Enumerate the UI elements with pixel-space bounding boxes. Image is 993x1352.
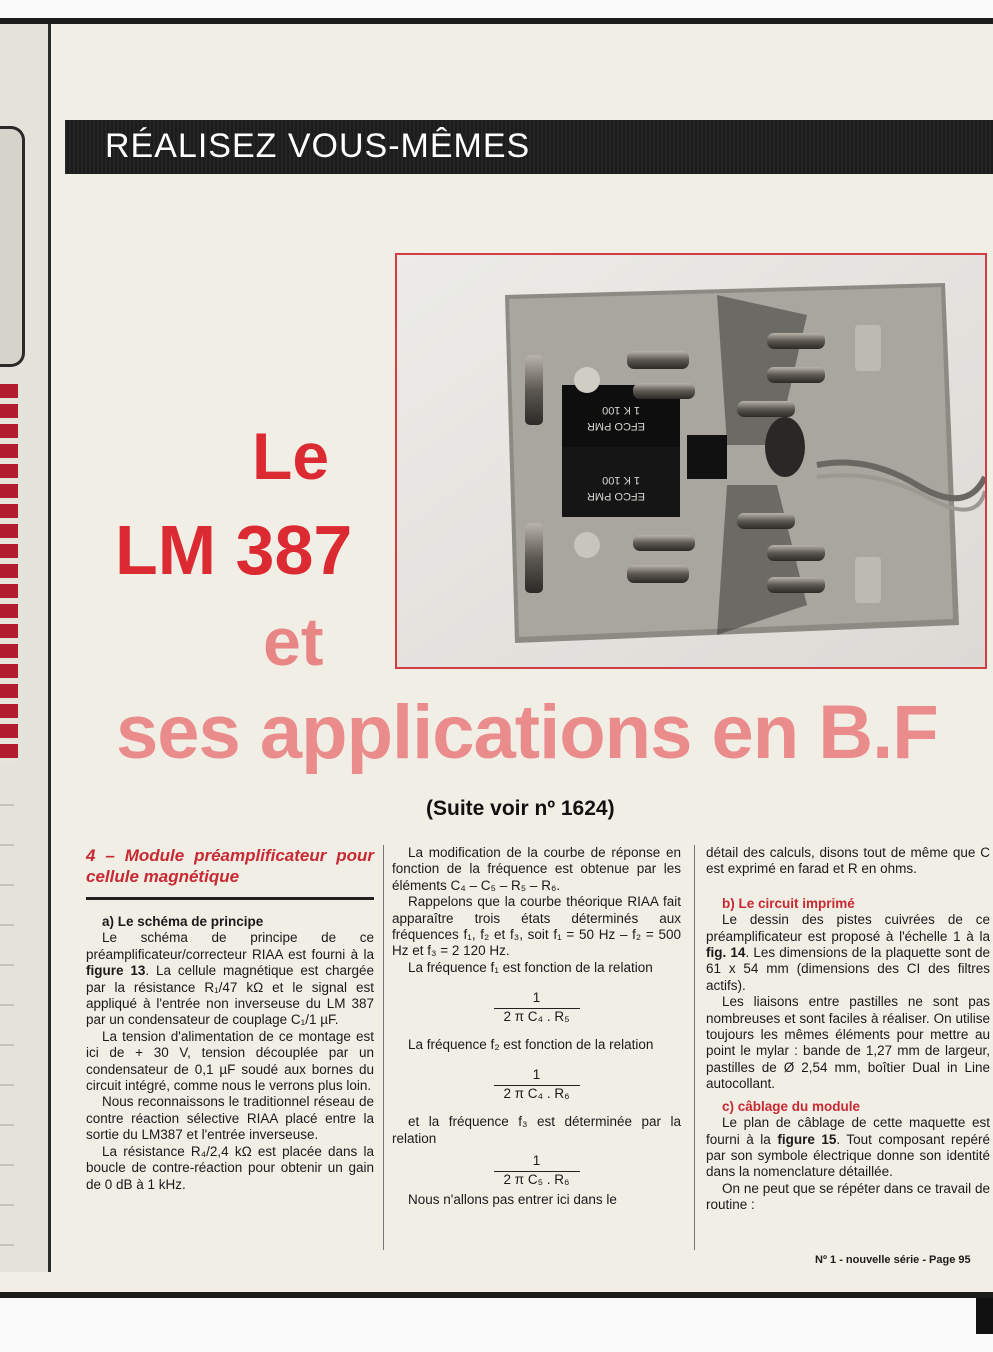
paragraph: Nous reconnaissons le traditionnel réseau de contre réaction sélective RIAA placé entre la sortie du LM387 et l'entrée inverseuse. [86, 1094, 374, 1143]
column-rule-2 [694, 845, 695, 1250]
paragraph [706, 1115, 990, 1181]
section-heading: 4 – Module préamplificateur pour cellule magnétique [86, 846, 374, 886]
banner-title: RÉALISEZ VOUS-MÊMES [105, 127, 531, 165]
formula-denominator: 2 π C₄ . R₅ [503, 1008, 570, 1024]
page-footer: Nº 1 - nouvelle série - Page 95 [815, 1254, 971, 1266]
title-et: et [263, 604, 324, 680]
formula-f1 [392, 990, 681, 1025]
resistor-7 [737, 401, 795, 417]
column-1 [86, 845, 374, 1193]
formula-numerator: 1 [494, 1067, 580, 1085]
subheading-a: a) Le schéma de principe [102, 914, 264, 929]
column-rule-1 [383, 845, 384, 1250]
formula-numerator: 1 [494, 1153, 580, 1171]
paragraph: Rappelons que la courbe théorique RIAA fait apparaître trois états déterminés aux fréquences f₁, f₂ et f₃, soit f₁ = 50 Hz – f₂ = 500 Hz et f₃ = 2 120 Hz. [392, 894, 681, 959]
title-le: Le [252, 419, 330, 493]
chip1-label-line2: 1 K 100 [602, 404, 640, 416]
trimmer-2 [855, 557, 881, 603]
circuit-board-photo [395, 253, 987, 669]
formula-denominator: 2 π C₅ . R₆ [503, 1171, 570, 1187]
paragraph: On ne peut que se répéter dans ce travail de routine : [706, 1180, 990, 1213]
trimmer-1 [855, 325, 881, 371]
resistor-5 [767, 333, 825, 349]
resistor-vertical-2 [525, 523, 543, 593]
paragraph [706, 912, 990, 994]
paragraph: La tension d'alimentation de ce montage est ici de + 30 V, tension découplée par un condensateur de 0,1 µF soudé aux bornes du circuit intégré, comme nous le verrons plus loin. [86, 1028, 374, 1094]
bead-2 [574, 532, 600, 558]
paragraph-text: . Les dimensions de la plaquette sont de 61 x 54 mm (dimensions des CI des filtres actifs). [706, 945, 990, 993]
paragraph-text: Le plan de câblage de cette maquette est fourni à la [706, 1115, 990, 1147]
formula-numerator: 1 [494, 990, 580, 1008]
binder-edge [0, 24, 51, 1272]
paragraph-text: Le dessin des pistes cuivrées de ce préamplificateur est proposé à l'échelle 1 à la [706, 912, 990, 944]
pcb-illustration [397, 255, 985, 667]
binder-marks [0, 804, 14, 1254]
paragraph: Nous n'allons pas entrer ici dans le [408, 1191, 617, 1207]
column-3 [706, 845, 990, 1214]
title-lm387: LM 387 [115, 511, 353, 589]
paragraph-text: . La cellule magnétique est chargée par la résistance R₁/47 kΩ et le signal est appliqué à l'entrée non inverseuse du LM 387 par un condensateur de couplage C₁/1 µF. [86, 963, 374, 1028]
binder-tab [0, 126, 25, 367]
paragraph: La fréquence f₁ est fonction de la relation [408, 959, 653, 975]
electrolytic-capacitor [765, 417, 805, 477]
resistor-vertical-1 [525, 355, 543, 425]
paragraph: La fréquence f₂ est fonction de la relation [408, 1037, 654, 1053]
bottom-corner-block [976, 1298, 993, 1334]
binder-color-marks [0, 384, 18, 764]
resistor-8 [737, 513, 795, 529]
suite-note: (Suite voir nº 1624) [426, 797, 615, 820]
figure-reference: figure 13 [86, 963, 146, 979]
paragraph: et la fréquence f₃ est déterminée par la relation [392, 1114, 681, 1146]
lm387-chip [687, 435, 727, 479]
column-2 [392, 845, 681, 1208]
resistor-6 [767, 367, 825, 383]
resistor-1 [627, 351, 689, 369]
bead-1 [574, 367, 600, 393]
paragraph-text: Le schéma de principe de ce préamplificateur/correcteur RIAA est fourni à la [86, 930, 374, 962]
page-bottom-margin [0, 1298, 993, 1352]
resistor-3 [633, 535, 695, 551]
formula-f3 [392, 1153, 681, 1188]
resistor-4 [627, 565, 689, 583]
resistor-10 [767, 577, 825, 593]
title-applications: ses applications en B.F [116, 690, 938, 775]
subheading-b: b) Le circuit imprimé [722, 895, 855, 911]
chip2-label-line1: EFCO PMR [586, 490, 645, 502]
formula-denominator: 2 π C₄ . R₆ [503, 1085, 570, 1101]
resistor-2 [633, 383, 695, 399]
resistor-9 [767, 545, 825, 561]
chip2-label-line2: 1 K 100 [602, 474, 640, 486]
figure-reference: figure 15 [777, 1131, 837, 1147]
paragraph [86, 930, 374, 1028]
paragraph-text: . Tout composant repéré par son symbole électrique donne son identité dans la nomenclature détaillée. [706, 1131, 990, 1180]
subheading-c: c) câblage du module [722, 1098, 861, 1114]
paragraph: La modification de la courbe de réponse en fonction de la fréquence est obtenue par les éléments C₄ – C₅ – R₅ – R₆. [392, 845, 681, 893]
chip1-label-line1: EFCO PMR [586, 420, 645, 432]
paragraph: La résistance R₄/2,4 kΩ est placée dans la boucle de contre-réaction pour obtenir un gain de 0 dB à 1 kHz. [86, 1143, 374, 1192]
heading-rule [86, 897, 374, 900]
section-banner [65, 120, 993, 174]
paragraph: Les liaisons entre pastilles ne sont pas nombreuses et sont faciles à réaliser. On utilise toujours les mêmes éléments pour mettre au point le mylar : bande de 1,27 mm de largeur, pastilles de Ø 2,54 mm, boîtier Dual in Line autocollant. [706, 994, 990, 1092]
figure-reference: fig. 14 [706, 945, 746, 961]
paragraph: détail des calculs, disons tout de même que C est exprimé en farad et R en ohms. [706, 845, 990, 877]
formula-f2 [392, 1067, 681, 1102]
page-top-edge [0, 18, 993, 24]
